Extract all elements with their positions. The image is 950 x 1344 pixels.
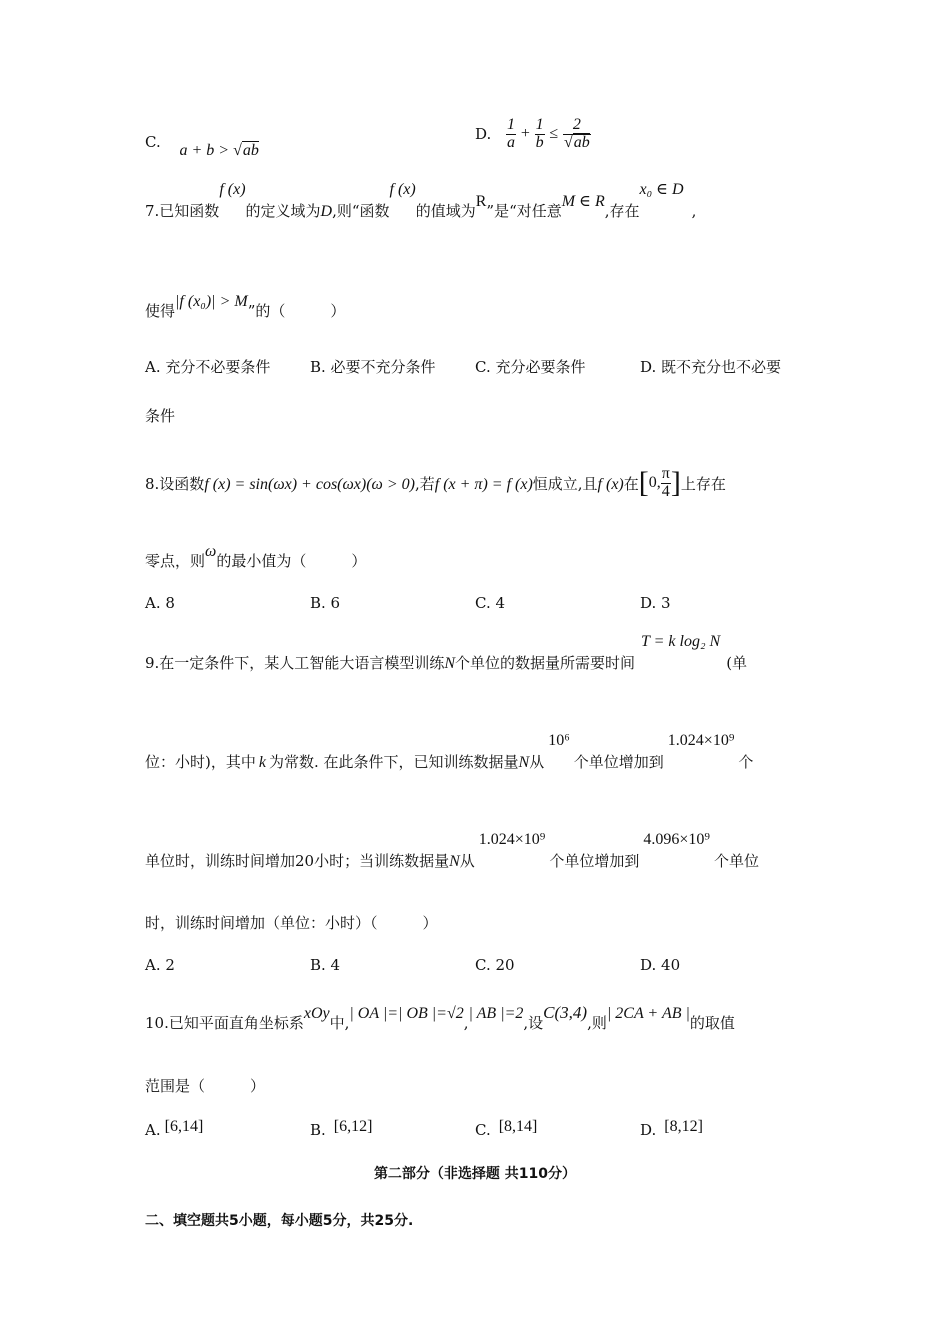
math-x0: x₀ ∈ D (639, 181, 684, 198)
q10-option-a (145, 1117, 204, 1139)
text: 在 (623, 475, 639, 493)
q8-stem-line2 (145, 543, 810, 571)
q7-stem-line2 (145, 293, 810, 321)
math-expr: | OA |=| OB |=√2 (349, 1005, 464, 1022)
text: 时，训练时间增加（单位：小时）（ ） (145, 914, 438, 932)
q7-option-c: C. 充分必要条件 (475, 358, 586, 376)
math-f: f (x) (219, 181, 246, 198)
text: ,若 (414, 475, 435, 493)
text: 恒成立,且 (532, 475, 598, 493)
section-heading: 二、填空题共5小题，每小题5分，共25分. (145, 1213, 414, 1229)
frac-num: 1 (507, 116, 516, 133)
text: 中, (329, 1014, 350, 1032)
text: ”的（ ） (247, 302, 346, 320)
frac-den: a (507, 134, 516, 151)
math-d: D (320, 203, 333, 220)
q8-option-b: B. 6 (310, 594, 341, 612)
option-value: [6,12] (333, 1118, 373, 1135)
text: 的取值 (689, 1014, 735, 1032)
text: 9.在一定条件下，某人工智能大语言模型训练 (145, 654, 445, 672)
frac-num: 2 (563, 117, 591, 135)
text: 10.已知平面直角坐标系 (145, 1014, 304, 1032)
q6-d-expression: $\frac{1}{a}$ + $\frac{1}{b}$ ≤ $\frac{2}{√ab}$ (507, 116, 590, 151)
text: 位：小时)，其中 (145, 753, 256, 771)
option-label: B. (310, 1121, 326, 1139)
sqrt-radicand: ab (242, 142, 259, 159)
plus-sign: + (520, 125, 530, 142)
leq-sign: ≤ (549, 125, 559, 142)
text: ”是“对任意 (486, 202, 562, 220)
text: , (463, 1014, 469, 1032)
frac-num: π (661, 465, 670, 482)
interval-start: 0, (648, 474, 661, 491)
math-value: 1.024×10⁹ (667, 732, 735, 749)
math-f: f (x) (597, 476, 624, 493)
text: ,则 (587, 1014, 607, 1032)
q8-stem-line1 (145, 465, 810, 502)
text: ,存在 (604, 202, 640, 220)
math-cond: |f (x₀)| > M (175, 293, 248, 310)
text: ,设 (523, 1014, 544, 1032)
q9-option-b: B. 4 (310, 956, 341, 974)
q7-option-d: D. 既不充分也不必要 (640, 358, 782, 376)
text: 单位时，训练时间增加20小时；当训练数据量 (145, 852, 450, 870)
q6-c-expression: a + b > √ab (179, 142, 259, 159)
math-xoy: xOy (303, 1005, 330, 1022)
math-r: R (475, 193, 487, 210)
q8-option-d: D. 3 (640, 594, 671, 612)
text: 个单位增加到 (549, 852, 640, 870)
math-vector-expr: | 2CA + AB | (606, 1005, 690, 1022)
math-eq: f (x + π) = f (x) (434, 476, 533, 493)
option-label: C. (145, 133, 161, 151)
option-value: [8,14] (498, 1118, 538, 1135)
q9-option-c: C. 20 (475, 956, 515, 974)
math-expr: | AB |=2 (468, 1005, 524, 1022)
q10-stem-line2 (145, 1075, 810, 1096)
option-label: D. (475, 125, 492, 143)
q8-option-a: A. 8 (145, 594, 175, 612)
q9-stem-line3 (145, 831, 810, 871)
q9-stem-line4 (145, 912, 810, 933)
q8-option-c: C. 4 (475, 594, 506, 612)
math-value: 4.096×10⁹ (643, 831, 711, 848)
option-label: A. (145, 1121, 161, 1139)
q10-option-c (475, 1117, 538, 1139)
text: 上存在 (680, 475, 726, 493)
option-value: [6,14] (164, 1118, 204, 1135)
q9-option-a: A. 2 (145, 956, 175, 974)
option-label: D. (640, 1121, 657, 1139)
text: 的值域为 (415, 202, 476, 220)
math-k: k (258, 754, 266, 771)
math-n: N (518, 754, 530, 771)
math-m: M ∈ R (561, 193, 605, 210)
text: , (691, 202, 697, 220)
math-interval: [0, $\frac{\pi}{4}$ ] (638, 465, 681, 500)
text: 个单位增加到 (573, 753, 664, 771)
q6-option-d (475, 117, 591, 151)
text: 个 (738, 753, 754, 771)
math-f: f (x) (389, 181, 416, 198)
q7-option-d-cont: 条件 (145, 407, 176, 425)
text: 7.已知函数 (145, 202, 220, 220)
q9-stem-line1 (145, 633, 810, 673)
text: 使得 (145, 302, 176, 320)
text: 8.设函数 (145, 475, 205, 493)
math-point: C(3,4) (543, 1003, 588, 1022)
text: ,则“函数 (332, 202, 390, 220)
text: (单 (726, 654, 748, 672)
frac-den: ab (573, 134, 590, 151)
q9-option-d: D. 40 (640, 956, 681, 974)
text: 的最小值为（ ） (216, 552, 367, 570)
frac-den: 4 (661, 483, 670, 500)
math-f: f (x) = sin(ωx) + cos(ωx)(ω > 0) (204, 476, 415, 493)
q9-stem-line2 (145, 732, 810, 772)
text: 范围是（ ） (145, 1077, 266, 1095)
q10-stem-line1 (145, 1003, 810, 1033)
math-formula: T = k log₂ N (641, 633, 721, 650)
frac-den: b (535, 134, 544, 151)
text: 个单位的数据量所需要时间 (455, 654, 636, 672)
text: 个单位 (714, 852, 760, 870)
option-label: C. (475, 1121, 491, 1139)
math-expr: a + b > (179, 142, 234, 159)
q7-stem-line1 (145, 181, 810, 221)
math-n: N (444, 655, 455, 672)
text: 从 (459, 852, 475, 870)
frac-num: 1 (535, 116, 544, 133)
math-n: N (449, 853, 460, 870)
q6-option-c (145, 133, 259, 159)
q10-option-d (640, 1117, 703, 1139)
text: 为常数. 在此条件下，已知训练数据量 (268, 753, 519, 771)
math-value: 1.024×10⁹ (478, 831, 546, 848)
math-value: 10⁶ (548, 732, 570, 749)
q10-option-b (310, 1117, 373, 1139)
option-value: [8,12] (664, 1118, 703, 1135)
text: 零点，则 (145, 552, 206, 570)
part2-title: 第二部分（非选择题 共110分） (373, 1166, 577, 1182)
text: 的定义域为 (245, 202, 321, 220)
math-omega: ω (205, 543, 217, 560)
q7-option-b: B. 必要不充分条件 (310, 358, 436, 376)
q7-option-a: A. 充分不必要条件 (145, 358, 271, 376)
text: 从 (529, 753, 545, 771)
